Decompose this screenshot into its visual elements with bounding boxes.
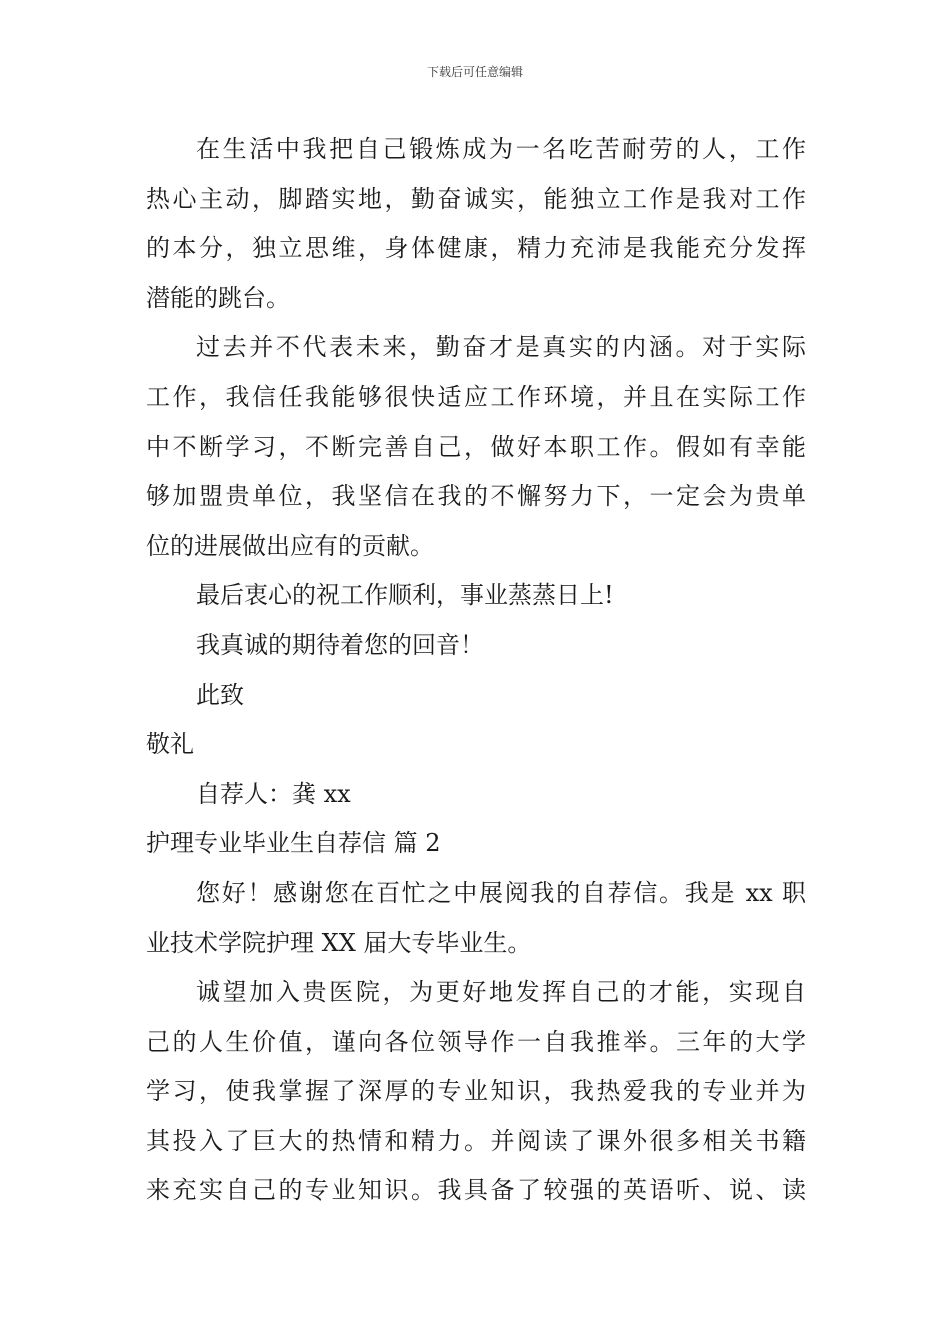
text-line: 诚望加入贵医院，为更好地发挥自己的才能，实现自 — [196, 978, 806, 1007]
text-line: 学习，使我掌握了深厚的专业知识，我热爱我的专业并为 — [146, 1077, 806, 1106]
text-line: 其投入了巨大的热情和精力。并阅读了课外很多相关书籍 — [146, 1126, 806, 1155]
text-line: 够加盟贵单位，我坚信在我的不懈努力下，一定会为贵单 — [146, 482, 806, 511]
text-line: 我真诚的期待着您的回音！ — [196, 630, 484, 659]
document-body — [146, 125, 806, 1216]
closing-salutation: 此致 — [196, 680, 244, 709]
text-line: 工作，我信任我能够很快适应工作环境，并且在实际工作 — [146, 382, 806, 411]
page-header-note: 下载后可任意编辑 — [426, 65, 523, 79]
text-line: 中不断学习，不断完善自己，做好本职工作。假如有幸能 — [146, 432, 806, 461]
text-line: 业技术学院护理 XX 届大专毕业生。 — [146, 928, 532, 957]
text-line: 在生活中我把自己锻炼成为一名吃苦耐劳的人，工作 — [196, 135, 806, 163]
text-line: 热心主动，脚踏实地，勤奋诚实，能独立工作是我对工作 — [146, 184, 806, 213]
text-line: 最后衷心的祝工作顺利，事业蒸蒸日上! — [196, 581, 614, 610]
text-line: 潜能的跳台。 — [146, 283, 290, 312]
signature-line: 自荐人：龚 xx — [196, 779, 351, 808]
text-line: 您好！感谢您在百忙之中展阅我的自荐信。我是 xx 职 — [196, 878, 806, 907]
text-line: 位的进展做出应有的贡献。 — [146, 531, 434, 560]
text-line: 过去并不代表未来，勤奋才是真实的内涵。对于实际 — [196, 333, 806, 362]
text-line: 的本分，独立思维，身体健康，精力充沛是我能充分发挥 — [146, 234, 806, 263]
closing-regards: 敬礼 — [146, 730, 194, 759]
text-line: 来充实自己的专业知识。我具备了较强的英语听、说、读 — [146, 1176, 806, 1205]
text-line: 己的人生价值，谨向各位领导作一自我推举。三年的大学 — [146, 1027, 806, 1056]
section-heading: 护理专业毕业生自荐信 篇 2 — [146, 829, 441, 858]
